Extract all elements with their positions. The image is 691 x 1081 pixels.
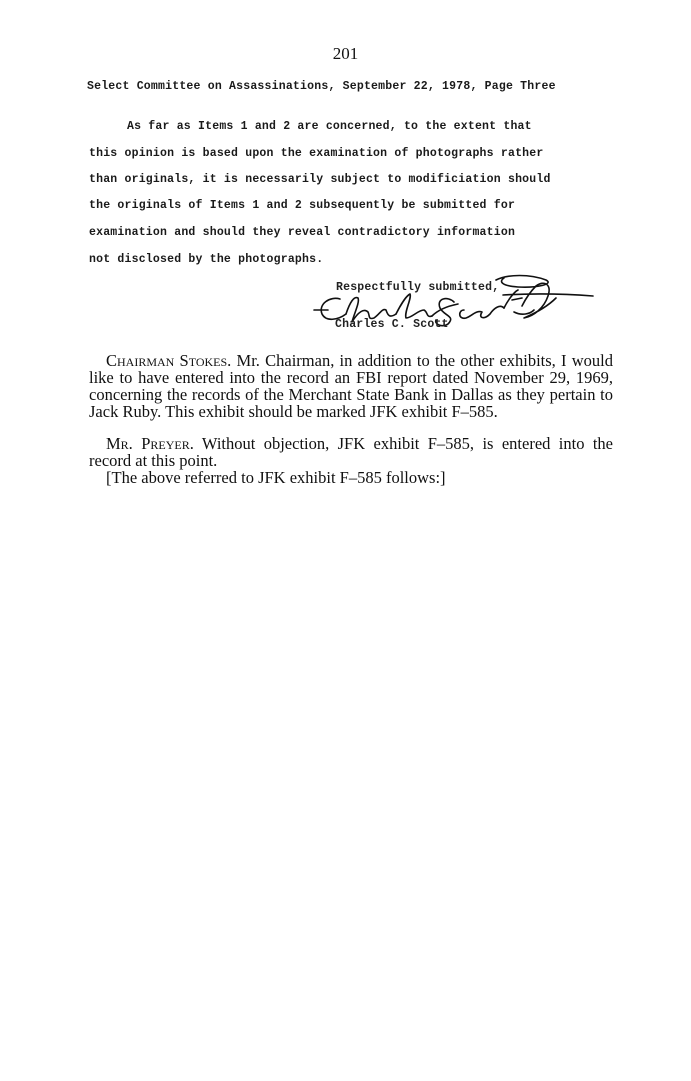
letter-line-4: the originals of Items 1 and 2 subsequently be submitted for (89, 199, 516, 212)
signature-lettering: Charles C Scott (308, 266, 315, 267)
speaker-preyer: Mr. Preyer. (106, 434, 194, 453)
closing-text: Respectfully submitted, (336, 281, 500, 294)
page-number: 201 (332, 44, 359, 63)
paragraph-1-text: Mr. Chairman, in addition to the other exhibits, I would like to have entered into the record an FBI report dated November 29, 1969, concerning the records of the Merchant State Bank in Dallas as they pertain to Jack Ruby. This exhibit should be marked JFK exhibit F–585. (89, 351, 613, 421)
speaker-stokes: Chairman Stokes. (106, 351, 232, 370)
transcript-paragraph-3: [The above referred to JFK exhibit F–585 follows:] (106, 468, 446, 487)
letter-line-2: this opinion is based upon the examination of photographs rather (89, 147, 544, 160)
letter-line-6: not disclosed by the photographs. (89, 253, 324, 266)
signatory-name: Charles C. Scott (335, 318, 449, 331)
letter-line-5: examination and should they reveal contradictory information (89, 226, 516, 239)
letter-header: Select Committee on Assassinations, September 22, 1978, Page Three (87, 80, 556, 93)
letter-line-1: As far as Items 1 and 2 are concerned, to the extent that (127, 120, 532, 133)
letter-line-3: than originals, it is necessarily subject to modificiation should (89, 173, 551, 186)
transcript-paragraph-2 (89, 435, 613, 469)
paragraph-2-text: Without objection, JFK exhibit F–585, is entered into the record at this point. (89, 434, 613, 470)
transcript-paragraph-1 (89, 352, 613, 420)
